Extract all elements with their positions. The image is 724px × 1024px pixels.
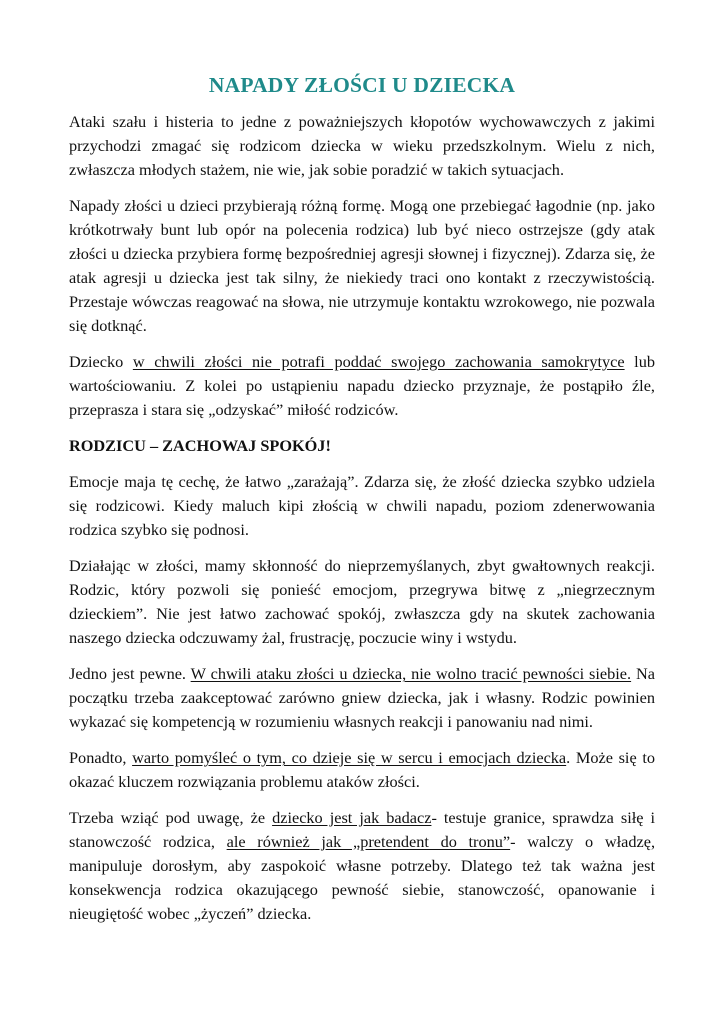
section-heading: RODZICU – ZACHOWAJ SPOKÓJ! <box>69 436 331 455</box>
paragraph-8-underlined-1: dziecko jest jak badacz <box>272 808 432 827</box>
paragraph-3-text-b: lub wartościowaniu. Z kolei po ustąpieniu napadu dziecko przyznaje, że postąpiło źle, przeprasza i stara się „odzyskać” miłość rodziców. <box>69 352 655 419</box>
page-title: NAPADY ZŁOŚCI U DZIECKA <box>208 73 516 97</box>
paragraph-8-text-c: - walczy o władzę, manipuluje dorosłym, aby zaspokoić własne potrzeby. Dlatego też tak ważna jest konsekwencja rodzica okazującego pewność siebie, stanowczość, opanowanie i nieugiętość wobec „życzeń” dziecka. <box>69 832 656 923</box>
paragraph-8-underlined-2: ale również jak „pretendent do tronu” <box>226 832 511 851</box>
paragraph-6 <box>69 662 655 734</box>
paragraph-4: Emocje maja tę cechę, że łatwo „zarażają”. Zdarza się, że złość dziecka szybko udziela się rodzicowi. Kiedy maluch kipi złością w chwili napadu, poziom zdenerwowania rodzica szybko się podnosi. <box>69 472 655 539</box>
paragraph-3 <box>69 350 655 422</box>
paragraph-5: Działając w złości, mamy skłonność do nieprzemyślanych, zbyt gwałtownych reakcji. Rodzic, który pozwoli się ponieść emocjom, przegrywa bitwę z „niegrzecznym dzieckiem”. Nie jest łatwo zachować spokój, zwłaszcza gdy na skutek zachowania naszego dziecka odczuwamy żal, frustrację, poczucie winy i wstydu. <box>69 556 655 647</box>
paragraph-6-text-a: Jedno jest pewne. <box>69 664 191 683</box>
paragraph-6-underlined: W chwili ataku złości u dziecka, nie wolno tracić pewności siebie. <box>190 664 632 683</box>
paragraph-3-text-a: Dziecko <box>69 352 133 371</box>
paragraph-2: Napady złości u dzieci przybierają różną formę. Mogą one przebiegać łagodnie (np. jako krótkotrwały bunt lub opór na polecenia rodzica) lub być nieco ostrzejsze (gdy atak złości u dziecka przybiera formę bezpośredniej agresji słownej i fizycznej). Zdarza się, że atak agresji u dziecka jest tak silny, że niekiedy traci ono kontakt z rzeczywistością. Przestaje wówczas reagować na słowa, nie utrzymuje kontaktu wzrokowego, nie pozwala się dotknąć. <box>69 196 655 335</box>
paragraph-3-underlined: w chwili złości nie potrafi poddać swojego zachowania samokrytyce <box>132 352 625 371</box>
paragraph-7-text-b: . Może się to okazać kluczem rozwiązania problemu ataków złości. <box>69 748 655 791</box>
paragraph-1: Ataki szału i histeria to jedne z poważniejszych kłopotów wychowawczych z jakimi przychodzi zmagać się rodzicom dziecka w wieku przedszkolnym. Wielu z nich, zwłaszcza młodych stażem, nie wie, jak sobie poradzić w takich sytuacjach. <box>69 112 655 179</box>
paragraph-8 <box>69 806 655 926</box>
paragraph-7-underlined: warto pomyśleć o tym, co dzieje się w sercu i emocjach dziecka <box>132 748 567 767</box>
paragraph-7 <box>69 746 655 794</box>
paragraph-8-text-b: - testuje granice, sprawdza siłę i stanowczość rodzica, <box>69 808 656 851</box>
paragraph-6-text-b: Na początku trzeba zaakceptować zarówno gniew dziecka, jak i własny. Rodzic powinien wykazać się kompetencją w rozumieniu własnych reakcji i panowaniu nad nimi. <box>69 664 656 731</box>
paragraph-8-text-a: Trzeba wziąć pod uwagę, że <box>69 808 273 827</box>
paragraph-7-text-a: Ponadto, <box>69 748 133 767</box>
